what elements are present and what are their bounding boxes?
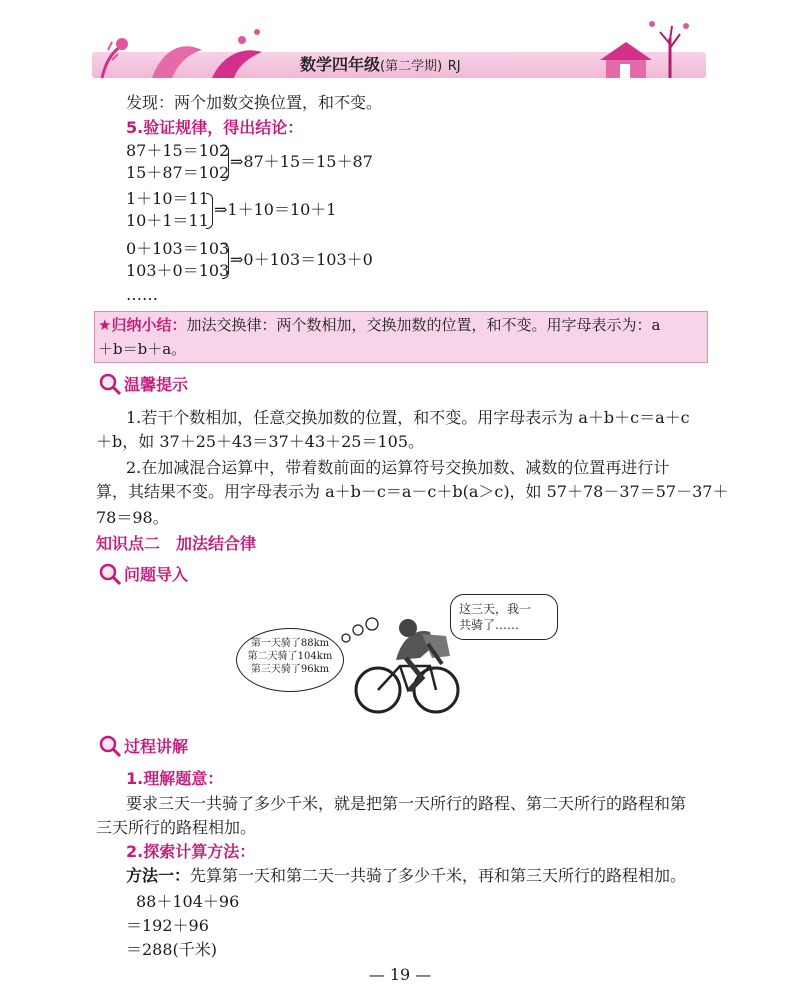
brace-icon: [222, 145, 229, 181]
brace-icon: [206, 193, 213, 229]
header-edition: RJ: [447, 59, 461, 74]
step1-label: 1.理解题意：: [126, 769, 224, 788]
example3-result: ⇒0＋103＝103＋0: [230, 250, 373, 269]
intro-title: 问题导入: [124, 565, 189, 584]
method1-line: [126, 865, 686, 887]
magnifier-icon: [98, 562, 122, 586]
tips-p1-line1: 1.若干个数相加，任意交换加数的位置，和不变。用字母表示为 a＋b＋c＝a＋c: [126, 408, 690, 427]
step1-line1: 要求三天一共骑了多少千米，就是把第一天所行的路程、第二天所行的路程和第: [126, 794, 687, 813]
summary-label: ★归纳小结：: [98, 316, 187, 334]
tips-title: 温馨提示: [124, 375, 189, 394]
page-number: — 19 —: [368, 965, 432, 984]
example3-line2: 103＋0＝103: [126, 261, 230, 280]
method1-label: 方法一：: [126, 866, 191, 885]
magnifier-icon: [98, 372, 122, 396]
header-term: (第二学期): [380, 59, 443, 74]
tips-p2-line3: 78＝98。: [96, 508, 169, 527]
header-title-main: 数学四年级: [300, 55, 381, 74]
step2-label: 2.探索计算方法：: [126, 842, 256, 861]
step5-label: 5.验证规律，得出结论：: [126, 118, 304, 137]
header-left-decoration-icon: [92, 20, 282, 80]
example1-line1: 87＋15＝102: [126, 141, 230, 160]
calc-line3: ＝288(千米): [126, 940, 218, 959]
thought-bubble: [236, 628, 344, 692]
example2-result: ⇒1＋10＝10＋1: [214, 200, 337, 219]
example3-line1: 0＋103＝103: [126, 239, 230, 258]
step1-line2: 三天所行的路程相加。: [96, 818, 257, 837]
example1-line2: 15＋87＝102: [126, 163, 230, 182]
magnifier-icon: [98, 734, 122, 758]
cyclist-icon: [350, 606, 462, 718]
tips-p2-line1: 2.在加减混合运算中，带着数前面的运算符号交换加数、减数的位置再进行计: [126, 458, 670, 477]
speech-line1: 这三天，我一: [459, 602, 532, 616]
thought-line3: 第三天骑了96km: [250, 664, 330, 675]
header-right-decoration-icon: [586, 14, 706, 78]
example1-result: ⇒87＋15＝15＋87: [230, 152, 373, 171]
thought-line2: 第二天骑了104km: [247, 651, 333, 662]
calc-line2: ＝192＋96: [126, 916, 209, 935]
tips-p2-line2: 算，其结果不变。用字母表示为 a＋b－c＝a－c＋b(a＞c)，如 57＋78－37＝57－37＋: [96, 482, 729, 501]
speech-line2: 共骑了……: [459, 618, 520, 632]
speech-bubble: [450, 594, 558, 640]
header-title: [300, 52, 461, 78]
summary-text1: 加法交换律：两个数相加，交换加数的位置，和不变。用字母表示为：a: [186, 316, 661, 334]
example2-line1: 1＋10＝11: [126, 189, 209, 208]
tips-p1-line2: ＋b，如 37＋25＋43＝37＋43＋25＝105。: [96, 432, 425, 451]
discovery-text: 发现：两个加数交换位置，和不变。: [126, 93, 383, 112]
process-title: 过程讲解: [124, 737, 189, 756]
method1-text: 先算第一天和第二天一共骑了多少千米，再和第三天所行的路程相加。: [190, 866, 687, 885]
calc-line1: 88＋104＋96: [136, 892, 240, 911]
thought-line1: 第一天骑了88km: [250, 638, 330, 649]
summary-line2: ＋b＝b＋a。: [98, 340, 187, 358]
ellipsis: ……: [126, 285, 158, 304]
summary-line1: [98, 314, 660, 336]
brace-icon: [222, 243, 229, 279]
knowledge2-title: 知识点二 加法结合律: [96, 534, 257, 553]
example2-line2: 10＋1＝11: [126, 211, 209, 230]
